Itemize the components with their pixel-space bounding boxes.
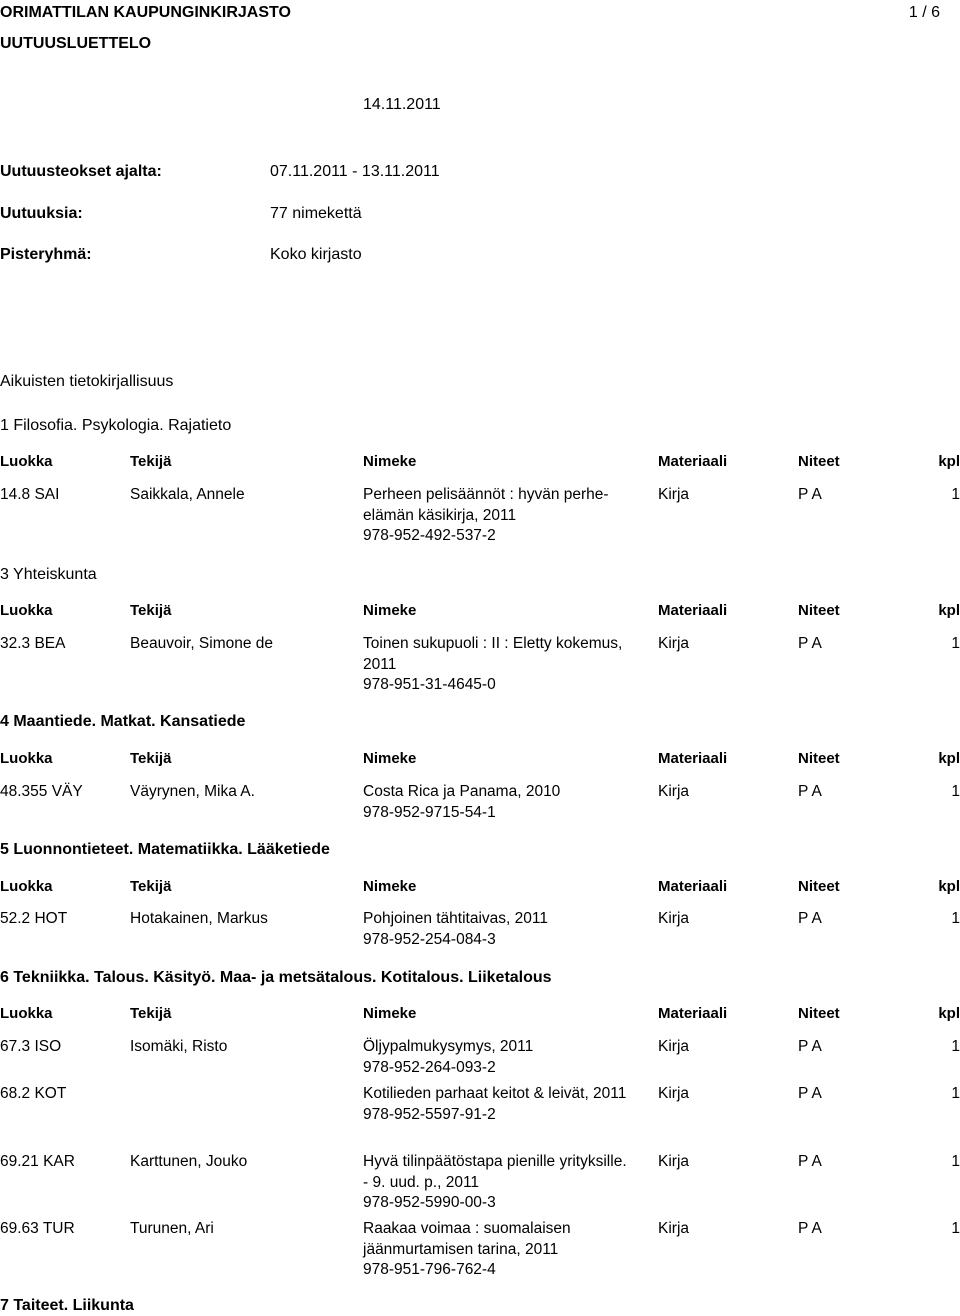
isbn-text: 978-951-31-4645-0 (363, 676, 496, 693)
title-text: Kotilieden parhaat keitot & leivät, 2011 (363, 1085, 627, 1102)
count-value: 77 nimekettä (270, 205, 362, 222)
group-value: Koko kirjasto (270, 246, 362, 263)
section-title: 1 Filosofia. Psykologia. Rajatieto (0, 417, 232, 434)
cell-materiaali: Kirja (658, 635, 690, 652)
table-header (0, 1004, 960, 1024)
table-header (0, 749, 960, 769)
cell-tekija: Isomäki, Risto (130, 1038, 228, 1055)
col-niteet: Niteet (798, 878, 840, 895)
col-niteet: Niteet (798, 602, 840, 619)
col-niteet: Niteet (798, 750, 840, 767)
cell-niteet: P A (798, 486, 822, 503)
cell-luokka: 52.2 HOT (0, 910, 68, 927)
cell-kpl: 1 (951, 783, 960, 800)
section-title: 7 Taiteet. Liikunta (0, 1297, 134, 1314)
cell-nimeke (363, 1084, 633, 1125)
period-label: Uutuusteokset ajalta: (0, 163, 162, 180)
isbn-text: 978-952-5597-91-2 (363, 1105, 496, 1123)
table-header (0, 452, 960, 472)
cell-nimeke (363, 1152, 633, 1214)
cell-luokka: 14.8 SAI (0, 486, 60, 503)
cell-tekija: Saikkala, Annele (130, 486, 245, 503)
cell-niteet: P A (798, 910, 822, 927)
col-kpl: kpl (938, 602, 960, 619)
cell-tekija: Turunen, Ari (130, 1220, 214, 1237)
cell-nimeke (363, 485, 633, 547)
category-title: Aikuisten tietokirjallisuus (0, 373, 174, 390)
cell-niteet: P A (798, 1220, 822, 1237)
col-materiaali: Materiaali (658, 750, 728, 767)
col-materiaali: Materiaali (658, 1005, 728, 1022)
section-title: 6 Tekniikka. Talous. Käsityö. Maa- ja metsätalous. Kotitalous. Liiketalous (0, 969, 552, 986)
cell-tekija: Beauvoir, Simone de (130, 635, 274, 652)
title-text: Toinen sukupuoli : II : Eletty kokemus, 2011 (363, 635, 623, 673)
col-luokka: Luokka (0, 878, 53, 895)
col-nimeke: Nimeke (363, 878, 417, 895)
cell-nimeke (363, 909, 633, 950)
cell-tekija: Karttunen, Jouko (130, 1153, 248, 1170)
col-kpl: kpl (938, 750, 960, 767)
isbn-text: 978-952-264-093-2 (363, 1058, 496, 1076)
cell-kpl: 1 (951, 910, 960, 927)
col-luokka: Luokka (0, 602, 53, 619)
col-kpl: kpl (938, 878, 960, 895)
title-text: Raakaa voimaa : suomalaisen jäänmurtamisen tarina, 2011 (363, 1220, 571, 1258)
cell-materiaali: Kirja (658, 910, 690, 927)
report-date: 14.11.2011 (363, 96, 441, 113)
cell-niteet: P A (798, 1085, 822, 1102)
cell-kpl: 1 (951, 486, 960, 503)
col-materiaali: Materiaali (658, 602, 728, 619)
title-text: Pohjoinen tähtitaivas, 2011 (363, 910, 548, 927)
cell-kpl: 1 (951, 635, 960, 652)
cell-nimeke (363, 782, 633, 823)
col-tekija: Tekijä (130, 453, 172, 470)
cell-materiaali: Kirja (658, 1085, 690, 1102)
cell-kpl: 1 (951, 1220, 960, 1237)
library-name: ORIMATTILAN KAUPUNGINKIRJASTO (0, 4, 291, 21)
period-value: 07.11.2011 - 13.11.2011 (270, 163, 440, 180)
cell-kpl: 1 (951, 1038, 960, 1055)
cell-luokka: 67.3 ISO (0, 1038, 62, 1055)
isbn-text: 978-951-796-762-4 (363, 1261, 496, 1278)
cell-kpl: 1 (951, 1085, 960, 1102)
col-tekija: Tekijä (130, 602, 172, 619)
cell-niteet: P A (798, 783, 822, 800)
cell-materiaali: Kirja (658, 1038, 690, 1055)
isbn-text: 978-952-492-537-2 (363, 527, 496, 544)
title-text: Öljypalmukysymys, 2011 (363, 1038, 534, 1055)
col-materiaali: Materiaali (658, 453, 728, 470)
section-title: 3 Yhteiskunta (0, 566, 97, 583)
col-nimeke: Nimeke (363, 1005, 417, 1022)
col-nimeke: Nimeke (363, 602, 417, 619)
cell-nimeke (363, 1219, 633, 1281)
isbn-text: 978-952-254-084-3 (363, 930, 496, 948)
list-title: UUTUUSLUETTELO (0, 35, 152, 52)
cell-nimeke (363, 1037, 633, 1078)
col-tekija: Tekijä (130, 878, 172, 895)
section-title: 4 Maantiede. Matkat. Kansatiede (0, 713, 246, 730)
cell-kpl: 1 (951, 1153, 960, 1170)
title-text: Hyvä tilinpäätöstapa pienille yrityksille. - 9. uud. p., 2011 (363, 1153, 627, 1191)
count-label: Uutuuksia: (0, 205, 83, 222)
col-luokka: Luokka (0, 750, 53, 767)
col-niteet: Niteet (798, 453, 840, 470)
cell-tekija: Väyrynen, Mika A. (130, 783, 255, 800)
col-materiaali: Materiaali (658, 878, 728, 895)
cell-materiaali: Kirja (658, 783, 690, 800)
title-text: Costa Rica ja Panama, 2010 (363, 783, 561, 800)
cell-materiaali: Kirja (658, 1153, 690, 1170)
cell-materiaali: Kirja (658, 1220, 690, 1237)
col-luokka: Luokka (0, 1005, 53, 1022)
isbn-text: 978-952-5990-00-3 (363, 1194, 496, 1211)
cell-luokka: 69.63 TUR (0, 1220, 75, 1237)
cell-materiaali: Kirja (658, 486, 690, 503)
col-kpl: kpl (938, 1005, 960, 1022)
col-tekija: Tekijä (130, 750, 172, 767)
col-niteet: Niteet (798, 1005, 840, 1022)
col-nimeke: Nimeke (363, 750, 417, 767)
isbn-text: 978-952-9715-54-1 (363, 803, 496, 821)
cell-nimeke (363, 634, 633, 696)
cell-niteet: P A (798, 635, 822, 652)
cell-luokka: 69.21 KAR (0, 1153, 75, 1170)
cell-niteet: P A (798, 1153, 822, 1170)
col-nimeke: Nimeke (363, 453, 417, 470)
cell-niteet: P A (798, 1038, 822, 1055)
cell-luokka: 32.3 BEA (0, 635, 66, 652)
col-kpl: kpl (938, 453, 960, 470)
col-luokka: Luokka (0, 453, 53, 470)
cell-tekija: Hotakainen, Markus (130, 910, 268, 927)
group-label: Pisteryhmä: (0, 246, 92, 263)
page-number: 1 / 6 (908, 4, 940, 21)
table-header (0, 877, 960, 897)
section-title: 5 Luonnontieteet. Matematiikka. Lääketiede (0, 841, 330, 858)
cell-luokka: 48.355 VÄY (0, 783, 83, 800)
col-tekija: Tekijä (130, 1005, 172, 1022)
title-text: Perheen pelisäännöt : hyvän perhe-elämän käsikirja, 2011 (363, 486, 609, 524)
table-header (0, 601, 960, 621)
cell-luokka: 68.2 KOT (0, 1085, 67, 1102)
